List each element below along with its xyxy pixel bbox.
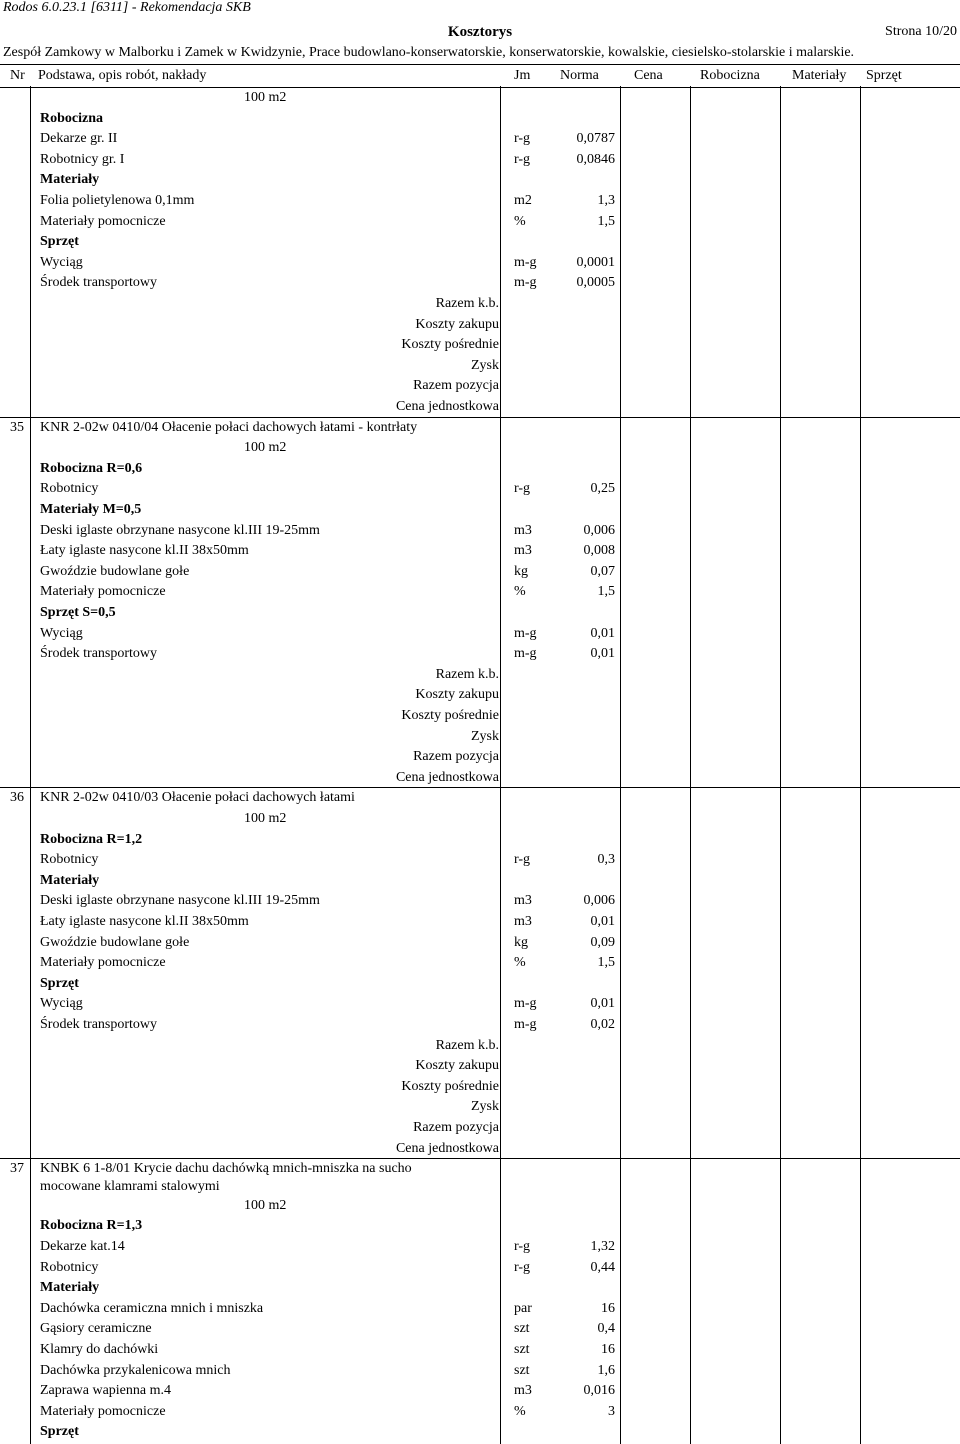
section-row — [0, 1278, 960, 1298]
item-unit: par — [514, 1300, 532, 1316]
item-norm: 0,0001 — [576, 254, 615, 270]
col-materialy: Materiały — [792, 68, 847, 83]
item-norm: 1,5 — [597, 955, 615, 971]
item-norm: 0,02 — [590, 1017, 615, 1032]
item-description: Gwoździe budowlane gołe — [40, 563, 190, 579]
item-unit: m3 — [514, 522, 532, 538]
item-unit: r-g — [514, 1239, 531, 1254]
item-norm: 0,01 — [590, 646, 615, 662]
position-number: 35 — [10, 419, 24, 435]
item-unit: r-g — [514, 1259, 531, 1275]
position-number: 36 — [10, 790, 24, 806]
item-norm: 0,0787 — [576, 131, 615, 147]
unit-label: 100 m2 — [244, 811, 287, 826]
summary-label: Koszty pośrednie — [401, 337, 499, 353]
summary-row — [0, 768, 960, 788]
program-name: Rodos 6.0.23.1 [6311] - Rekomendacja SKB — [3, 0, 251, 15]
section-row — [0, 232, 960, 252]
table-row — [0, 562, 960, 582]
summary-row — [0, 294, 960, 314]
item-unit: szt — [514, 1362, 530, 1378]
summary-row — [0, 1036, 960, 1056]
summary-row — [0, 356, 960, 376]
summary-row — [0, 685, 960, 705]
item-description: Dekarze gr. II — [40, 131, 118, 147]
item-norm: 0,4 — [597, 1321, 615, 1337]
position-description-cont: mocowane klamrami stalowymi — [40, 1179, 220, 1195]
table-row — [0, 1319, 960, 1339]
item-norm: 0,44 — [590, 1259, 615, 1275]
item-description: Zaprawa wapienna m.4 — [40, 1383, 171, 1399]
item-norm: 1,3 — [597, 193, 615, 208]
item-unit: m-g — [514, 275, 537, 291]
col-robocizna: Robocizna — [700, 68, 760, 83]
item-unit: % — [514, 955, 526, 971]
section-row — [0, 1422, 960, 1442]
item-description: Materiały pomocnicze — [40, 584, 166, 600]
section-label: Robocizna R=1,3 — [40, 1218, 143, 1234]
table-row — [0, 212, 960, 232]
summary-row — [0, 727, 960, 747]
item-unit: m-g — [514, 254, 537, 270]
item-norm: 1,5 — [597, 213, 615, 229]
item-description: Deski iglaste obrzynane nasycone kl.III 19-25mm — [40, 522, 320, 538]
position-row — [0, 1159, 960, 1195]
summary-row — [0, 397, 960, 417]
position-description: KNR 2-02w 0410/04 Ołacenie połaci dachowych łatami - kontrłaty — [40, 419, 418, 435]
table-row — [0, 521, 960, 541]
item-description: Deski iglaste obrzynane nasycone kl.III 19-25mm — [40, 893, 320, 909]
summary-label: Zysk — [471, 728, 499, 744]
item-description: Środek transportowy — [40, 646, 158, 662]
summary-label: Zysk — [471, 1099, 499, 1115]
table-row — [0, 1015, 960, 1035]
item-unit: m-g — [514, 646, 537, 662]
position-description: KNBK 6 1-8/01 Krycie dachu dachówką mnich-mniszka na sucho — [40, 1161, 412, 1177]
table-row — [0, 1381, 960, 1401]
table-row — [0, 644, 960, 664]
item-norm: 0,07 — [590, 563, 615, 579]
unit-label: 100 m2 — [244, 440, 287, 456]
item-unit: kg — [514, 563, 528, 579]
item-unit: szt — [514, 1342, 530, 1357]
section-label: Robocizna R=1,2 — [40, 831, 143, 847]
col-norma: Norma — [560, 68, 599, 83]
table-row — [0, 994, 960, 1014]
item-description: Materiały pomocnicze — [40, 1403, 166, 1419]
section-row — [0, 109, 960, 129]
item-description: Wyciąg — [40, 625, 83, 641]
table-row — [0, 850, 960, 870]
item-description: Wyciąg — [40, 996, 83, 1012]
section-label: Sprzęt — [40, 1424, 79, 1440]
table-row — [0, 624, 960, 644]
item-norm: 0,008 — [583, 543, 615, 559]
summary-row — [0, 1056, 960, 1076]
item-norm: 0,0005 — [576, 275, 615, 291]
table-row — [0, 1340, 960, 1360]
item-description: Robotnicy — [40, 852, 99, 868]
section-label: Materiały — [40, 172, 100, 188]
item-description: Robotnicy gr. I — [40, 151, 125, 167]
summary-label: Cena jednostkowa — [395, 399, 499, 414]
section-label: Materiały M=0,5 — [40, 502, 142, 517]
table-row — [0, 541, 960, 561]
item-norm: 0,09 — [590, 934, 615, 950]
item-description: Łaty iglaste nasycone kl.II 38x50mm — [40, 914, 249, 929]
col-desc: Podstawa, opis robót, nakłady — [38, 68, 207, 83]
section-label: Robocizna R=0,6 — [40, 460, 143, 476]
item-norm: 0,01 — [590, 914, 615, 929]
column-header — [0, 64, 960, 88]
position-number: 37 — [10, 1161, 24, 1177]
document-title: Kosztorys — [447, 24, 513, 40]
table-row — [0, 582, 960, 602]
summary-row — [0, 747, 960, 767]
summary-label: Cena jednostkowa — [395, 769, 499, 785]
project-name: Zespół Zamkowy w Malborku i Zamek w Kwidzynie, Prace budowlano-konserwatorskie, konserwatorskie, kowalskie, ciesielsko-stolarskie i malarskie. — [3, 45, 855, 60]
summary-label: Razem k.b. — [435, 1037, 499, 1053]
summary-label: Koszty zakupu — [415, 1058, 499, 1074]
item-norm: 16 — [601, 1342, 615, 1357]
summary-label: Zysk — [471, 357, 499, 373]
item-unit: m3 — [514, 893, 532, 909]
summary-label: Koszty pośrednie — [401, 708, 499, 723]
table-row — [0, 933, 960, 953]
item-description: Dachówka ceramiczna mnich i mniszka — [40, 1300, 264, 1316]
item-description: Wyciąg — [40, 254, 83, 270]
item-unit: m3 — [514, 914, 532, 929]
item-unit: % — [514, 213, 526, 229]
table-row — [0, 253, 960, 273]
item-unit: m3 — [514, 1383, 532, 1399]
table-row — [0, 191, 960, 211]
item-norm: 0,3 — [597, 852, 615, 868]
item-unit: m-g — [514, 996, 537, 1012]
item-description: Folia polietylenowa 0,1mm — [40, 193, 195, 208]
item-unit: m-g — [514, 625, 537, 641]
item-unit: m2 — [514, 193, 532, 208]
col-jm: Jm — [514, 68, 531, 83]
page-number: Strona 10/20 — [885, 24, 957, 39]
summary-label: Koszty zakupu — [415, 687, 499, 703]
item-norm: 0,01 — [590, 625, 615, 641]
section-label: Materiały — [40, 872, 100, 888]
summary-row — [0, 376, 960, 396]
item-unit: r-g — [514, 481, 531, 497]
summary-label: Razem pozycja — [413, 1120, 499, 1135]
table-row — [0, 1402, 960, 1422]
table-row — [0, 1237, 960, 1257]
table-row — [0, 953, 960, 973]
table-row — [0, 150, 960, 170]
summary-row — [0, 706, 960, 726]
unit-row — [0, 1196, 960, 1216]
summary-label: Razem k.b. — [435, 296, 499, 311]
summary-row — [0, 1077, 960, 1097]
section-row — [0, 170, 960, 190]
item-unit: kg — [514, 934, 528, 950]
section-row — [0, 459, 960, 479]
item-unit: r-g — [514, 131, 531, 147]
item-description: Klamry do dachówki — [40, 1342, 159, 1357]
item-description: Dekarze kat.14 — [40, 1239, 125, 1254]
item-unit: m-g — [514, 1017, 537, 1032]
section-label: Sprzęt — [40, 234, 79, 250]
table-row — [0, 273, 960, 293]
section-row — [0, 871, 960, 891]
col-sprzet: Sprzęt — [866, 68, 902, 83]
unit-row — [0, 88, 960, 108]
item-norm: 1,32 — [590, 1239, 615, 1254]
unit-label: 100 m2 — [244, 90, 287, 105]
summary-row — [0, 665, 960, 685]
col-cena: Cena — [634, 68, 663, 83]
item-description: Materiały pomocnicze — [40, 213, 166, 229]
item-unit: r-g — [514, 151, 531, 167]
item-norm: 0,0846 — [576, 151, 615, 167]
item-norm: 0,006 — [583, 893, 615, 909]
item-description: Robotnicy — [40, 1259, 99, 1275]
summary-label: Razem pozycja — [413, 749, 499, 765]
section-label: Materiały — [40, 1280, 100, 1296]
item-unit: % — [514, 1403, 526, 1419]
summary-row — [0, 1139, 960, 1159]
item-description: Dachówka przykalenicowa mnich — [40, 1362, 231, 1378]
summary-label: Razem pozycja — [413, 378, 499, 394]
table-row — [0, 912, 960, 932]
position-row — [0, 418, 960, 438]
section-row — [0, 500, 960, 520]
item-description: Łaty iglaste nasycone kl.II 38x50mm — [40, 543, 249, 559]
col-nr: Nr — [10, 68, 25, 83]
item-norm: 0,016 — [583, 1383, 615, 1399]
item-norm: 1,6 — [597, 1362, 615, 1378]
item-description: Gwoździe budowlane gołe — [40, 934, 190, 950]
section-row — [0, 1216, 960, 1236]
item-description: Robotnicy — [40, 481, 99, 497]
item-norm: 0,25 — [590, 481, 615, 497]
section-row — [0, 974, 960, 994]
unit-label: 100 m2 — [244, 1197, 287, 1213]
item-unit: % — [514, 584, 526, 600]
summary-row — [0, 1097, 960, 1117]
item-description: Gąsiory ceramiczne — [40, 1321, 152, 1337]
section-label: Sprzęt — [40, 975, 79, 991]
table-row — [0, 1299, 960, 1319]
section-label: Sprzęt S=0,5 — [40, 605, 116, 620]
summary-row — [0, 335, 960, 355]
item-norm: 0,006 — [583, 522, 615, 538]
table-row — [0, 1258, 960, 1278]
item-description: Środek transportowy — [40, 275, 158, 291]
summary-row — [0, 1118, 960, 1138]
summary-row — [0, 315, 960, 335]
item-unit: r-g — [514, 852, 531, 868]
item-description: Materiały pomocnicze — [40, 955, 166, 971]
summary-label: Koszty zakupu — [415, 316, 499, 332]
section-row — [0, 830, 960, 850]
summary-label: Razem k.b. — [435, 666, 499, 682]
item-description: Środek transportowy — [40, 1017, 158, 1032]
table-row — [0, 479, 960, 499]
position-row — [0, 788, 960, 808]
section-label: Robocizna — [40, 110, 103, 126]
item-norm: 16 — [601, 1300, 615, 1316]
position-description: KNR 2-02w 0410/03 Ołacenie połaci dachowych łatami — [40, 790, 355, 806]
item-norm: 1,5 — [597, 584, 615, 600]
table-row — [0, 1361, 960, 1381]
unit-row — [0, 438, 960, 458]
item-norm: 0,01 — [590, 996, 615, 1012]
table-row — [0, 129, 960, 149]
item-unit: m3 — [514, 543, 532, 559]
item-norm: 3 — [608, 1403, 615, 1419]
item-unit: szt — [514, 1321, 530, 1337]
section-row — [0, 603, 960, 623]
table-row — [0, 891, 960, 911]
summary-label: Cena jednostkowa — [395, 1140, 499, 1156]
unit-row — [0, 809, 960, 829]
summary-label: Koszty pośrednie — [401, 1078, 499, 1094]
